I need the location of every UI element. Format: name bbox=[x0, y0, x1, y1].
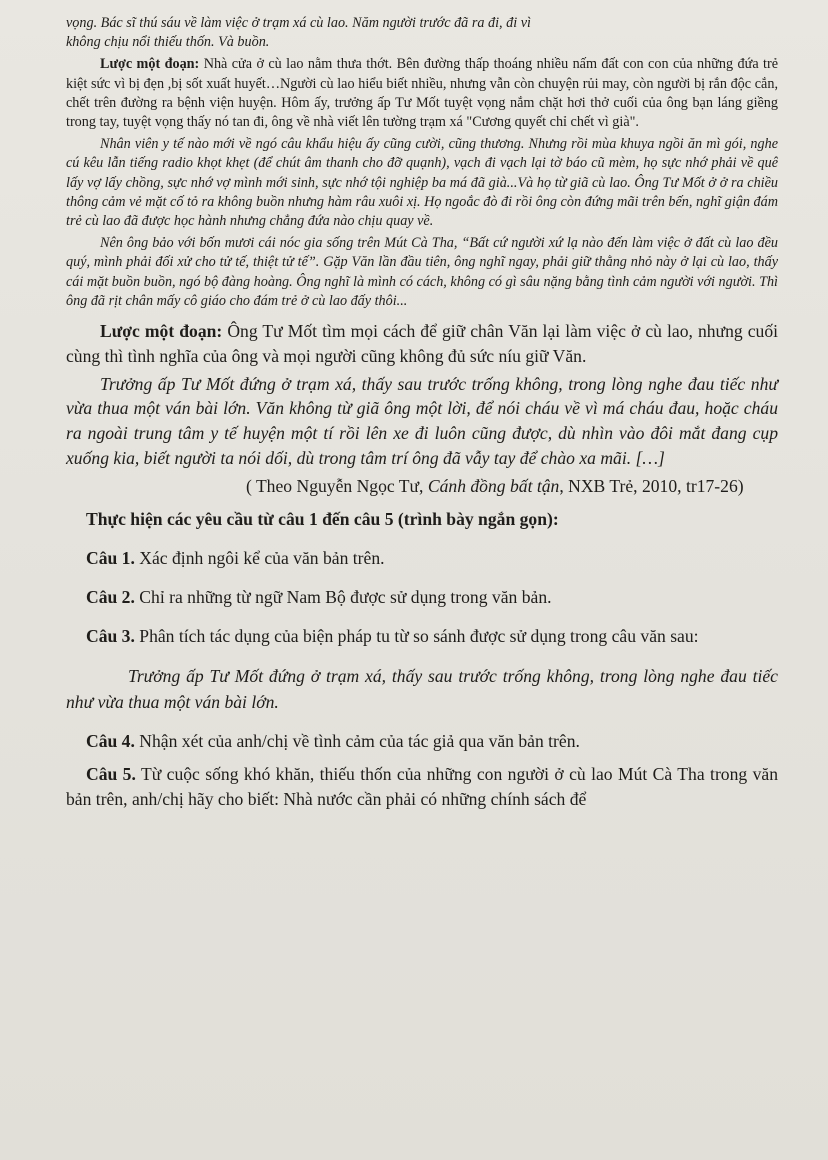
passage-source bbox=[66, 474, 778, 499]
question-1-label: Câu 1. bbox=[86, 547, 135, 568]
passage-summary-1 bbox=[66, 55, 778, 132]
question-5-label: Câu 5. bbox=[86, 763, 136, 784]
passage-opening-line2: không chịu nổi thiếu thốn. Và buồn. bbox=[66, 34, 270, 51]
questions-intro-text: Thực hiện các yêu cầu từ câu 1 đến câu 5 (trình bày ngắn gọn): bbox=[86, 508, 559, 529]
question-2 bbox=[66, 585, 778, 610]
passage-paragraph-5: Trưởng ấp Tư Mốt đứng ở trạm xá, thấy sau trước trống không, trong lòng nghe đau tiếc như vừa thua một ván bài lớn. Văn không từ giã ông một lời, để nói cháu về vì má cháu đau, hoặc cháu ra ngoài trung tâm y tế huyện một tí rồi lên xe đi luôn cũng được, dù nhìn vào đôi mắt đang cụp xuống kia, biết người ta nói dối, dù trong tâm trí ông đã vẫy tay để chào xa mãi. […] bbox=[66, 373, 778, 469]
question-2-text: Chỉ ra những từ ngữ Nam Bộ được sử dụng trong văn bản. bbox=[134, 586, 552, 607]
passage-summary-2 bbox=[66, 319, 778, 369]
source-suffix: , NXB Trẻ, 2010, tr17-26) bbox=[559, 475, 744, 496]
passage-paragraph-3: Nên ông bảo với bốn mươi cái nóc gia sống trên Mút Cà Tha, “Bất cứ người xứ lạ nào đến làm việc ở đất cù lao đều quý, mình phải đối xử cho tử tế, thiệt tử tế”. Gặp Văn lần đầu tiên, ông nghĩ ngay, phải giữ thằng nhỏ này ở lại cù lao, thấy cái mặt buồn buồn, ngó bộ đàng hoàng. Ông nghĩ là mình có cách, không có gì sâu nặng bằng tình cảm người với người. Thì ông đã rịt chân mấy cô giáo cho đám trẻ ở cù lao đấy thôi... bbox=[66, 235, 778, 309]
passage-paragraph-2: Nhân viên y tế nào mới về ngó câu khẩu hiệu ấy cũng cười, cũng thương. Nhưng rồi mùa khuya ngồi ăn mì gói, nghe cú kêu lẫn tiếng radio khọt khẹt (để chút âm thanh cho đỡ quạnh), vạch đi vạch lại tờ báo cũ mèm, họ sực nhớ phải về quê lấy vợ lấy chồng, sực nhớ vợ mình mới sinh, sực nhớ tội nghiệp ba má đã già...Và họ từ giã cù lao. Ông Tư Mốt ở ở ra chiều thông cảm vẻ mặt cố tỏ ra không buồn nhưng hàm râu xuôi xị. Họ ngoắc đò đi rồi ông còn đứng mãi trên bến, nghĩ giận đám trẻ cù lao đã được học hành nhưng chẳng đứa nào chịu quay về. bbox=[66, 136, 778, 230]
question-4-label: Câu 4. bbox=[86, 730, 135, 751]
passage-opening-line1: vọng. Bác sĩ thú sáu về làm việc ở trạm xá cù lao. Năm người trước đã ra đi, đi vì bbox=[66, 15, 531, 31]
question-5-text: Từ cuộc sống khó khăn, thiếu thốn của những con người ở cù lao Mút Cà Tha trong văn bản trên, anh/chị hãy cho biết: Nhà nước cần phải có những chính sách để bbox=[66, 763, 778, 809]
question-1 bbox=[66, 546, 778, 571]
source-book-title: Cánh đồng bất tận bbox=[427, 475, 560, 496]
question-3 bbox=[66, 624, 778, 649]
question-1-text: Xác định ngôi kể của văn bản trên. bbox=[134, 547, 385, 568]
source-prefix: ( Theo Nguyễn Ngọc Tư, bbox=[246, 475, 428, 496]
question-3-label: Câu 3. bbox=[86, 625, 135, 646]
summary-1-text: Nhà cửa ở cù lao nằm thưa thớt. Bên đường thấp thoáng nhiều nấm đất con con của những đứa trẻ kiệt sức vì bị đẹn ,bị sốt xuất huyết…Người cù lao hiểu biết nhiều, nhưng vẫn còn chuyện rủi may, còn người bị rắn độc cắn, chết trên đường ra bệnh viện huyện. Hôm ấy, trưởng ấp Tư Mốt tuyệt vọng nắm chặt hơi thở cuối của ông bạn láng giềng trong tay, tuyệt vọng thấy nó tan đi, ông về nhà viết lên tường trạm xá "Cương quyết chỉ chết vì già". bbox=[66, 56, 778, 131]
question-4-text: Nhận xét của anh/chị về tình cảm của tác giả qua văn bản trên. bbox=[134, 730, 580, 751]
questions-intro bbox=[66, 507, 778, 532]
question-3-text: Phân tích tác dụng của biện pháp tu từ so sánh được sử dụng trong câu văn sau: bbox=[134, 625, 699, 646]
question-3-quote: Trưởng ấp Tư Mốt đứng ở trạm xá, thấy sau trước trống không, trong lòng nghe đau tiếc như vừa thua một ván bài lớn. bbox=[66, 665, 778, 712]
question-5 bbox=[66, 762, 778, 812]
summary-2-lead: Lược một đoạn: bbox=[100, 321, 223, 342]
question-2-label: Câu 2. bbox=[86, 586, 135, 607]
summary-1-lead: Lược một đoạn: bbox=[100, 56, 200, 73]
question-4 bbox=[66, 729, 778, 754]
passage-opening bbox=[66, 14, 778, 52]
summary-2-text: Ông Tư Mốt tìm mọi cách để giữ chân Văn lại làm việc ở cù lao, nhưng cuối cùng thì tình nghĩa của ông và mọi người cũng không đủ sức níu giữ Văn. bbox=[66, 321, 779, 366]
